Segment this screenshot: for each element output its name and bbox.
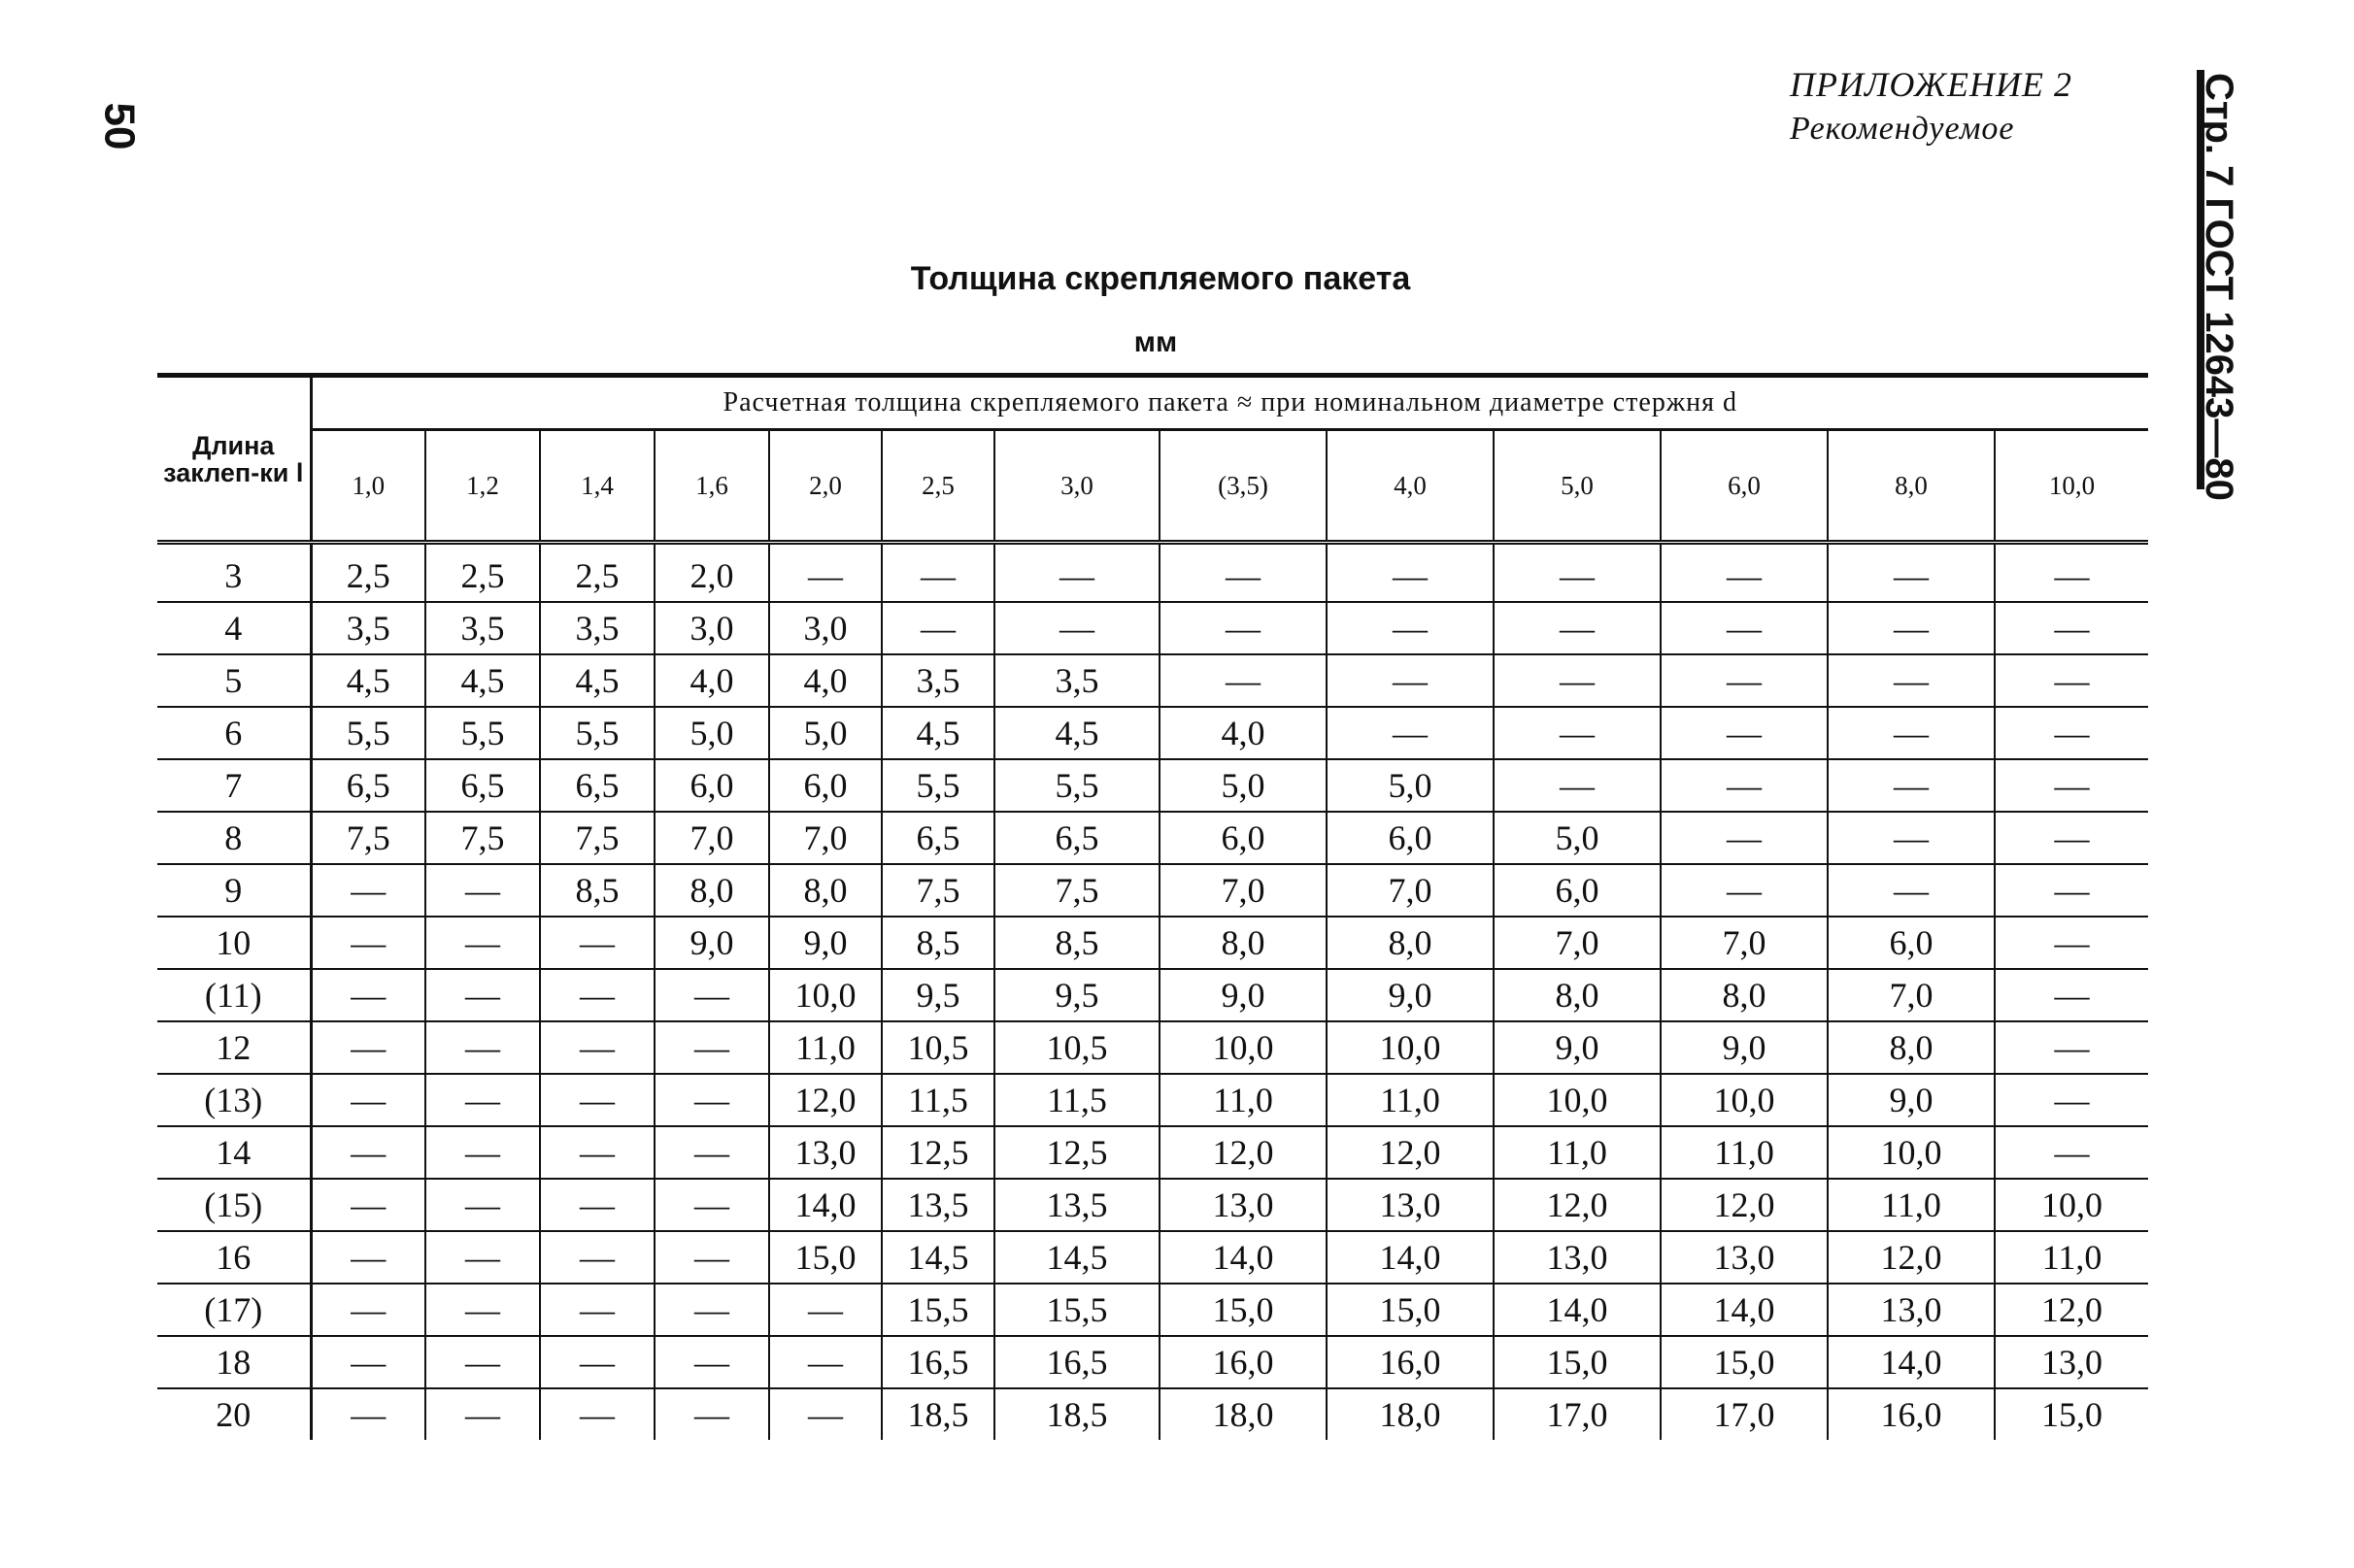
rivet-length-cell: 12 — [157, 1021, 311, 1074]
thickness-cell: 8,0 — [1494, 969, 1661, 1021]
table-row — [157, 759, 2148, 812]
thickness-cell: — — [655, 1179, 769, 1231]
rivet-length-cell: 6 — [157, 707, 311, 759]
thickness-cell: 5,5 — [994, 759, 1160, 812]
thickness-cell: 11,0 — [1828, 1179, 1995, 1231]
thickness-cell: 18,0 — [1327, 1388, 1494, 1440]
table-row — [157, 1126, 2148, 1179]
thickness-cell: 5,0 — [769, 707, 882, 759]
thickness-cell: 14,0 — [1828, 1336, 1995, 1388]
thickness-cell: — — [1160, 654, 1327, 707]
thickness-cell: — — [1327, 707, 1494, 759]
thickness-cell: 14,5 — [882, 1231, 994, 1284]
thickness-cell: — — [1995, 969, 2148, 1021]
thickness-cell: — — [1995, 1126, 2148, 1179]
rivet-length-cell: 5 — [157, 654, 311, 707]
thickness-cell: — — [655, 1388, 769, 1440]
diameter-header: 3,0 — [994, 430, 1160, 543]
thickness-cell: — — [1828, 864, 1995, 917]
thickness-cell: 16,0 — [1160, 1336, 1327, 1388]
thickness-cell: 18,0 — [1160, 1388, 1327, 1440]
thickness-cell: 4,0 — [1160, 707, 1327, 759]
thickness-cell: — — [769, 1336, 882, 1388]
thickness-cell: 18,5 — [882, 1388, 994, 1440]
thickness-cell: — — [655, 1021, 769, 1074]
thickness-cell: — — [425, 1284, 540, 1336]
thickness-cell: 2,5 — [540, 543, 655, 603]
thickness-cell: 13,0 — [769, 1126, 882, 1179]
thickness-cell: — — [1661, 812, 1828, 864]
thickness-cell: 13,0 — [1661, 1231, 1828, 1284]
thickness-cell: — — [994, 543, 1160, 603]
thickness-cell: 7,0 — [655, 812, 769, 864]
thickness-cell: 9,5 — [882, 969, 994, 1021]
thickness-cell: — — [311, 1231, 425, 1284]
thickness-cell: 4,0 — [769, 654, 882, 707]
thickness-cell: 10,0 — [769, 969, 882, 1021]
thickness-cell: 4,5 — [882, 707, 994, 759]
thickness-cell: 8,5 — [540, 864, 655, 917]
thickness-cell: 15,0 — [1494, 1336, 1661, 1388]
rivet-length-cell: 10 — [157, 917, 311, 969]
thickness-cell: 8,0 — [1661, 969, 1828, 1021]
thickness-cell: 10,0 — [1828, 1126, 1995, 1179]
diameter-header: 4,0 — [1327, 430, 1494, 543]
thickness-cell: — — [425, 1021, 540, 1074]
thickness-cell: 8,0 — [655, 864, 769, 917]
thickness-cell: — — [1661, 543, 1828, 603]
thickness-cell: — — [655, 1284, 769, 1336]
rivet-length-cell: 3 — [157, 543, 311, 603]
thickness-cell: 14,0 — [1494, 1284, 1661, 1336]
thickness-cell: 12,0 — [1661, 1179, 1828, 1231]
thickness-cell: 15,0 — [1661, 1336, 1828, 1388]
thickness-cell: — — [311, 1021, 425, 1074]
thickness-cell: — — [1661, 602, 1828, 654]
table-row — [157, 543, 2148, 603]
thickness-cell: — — [1327, 654, 1494, 707]
thickness-cell: 4,5 — [994, 707, 1160, 759]
thickness-cell: — — [540, 1126, 655, 1179]
thickness-cell: 10,0 — [1995, 1179, 2148, 1231]
thickness-cell: 7,0 — [1494, 917, 1661, 969]
thickness-cell: — — [1995, 707, 2148, 759]
table-row — [157, 1231, 2148, 1284]
table-title: Толщина скрепляемого пакета — [910, 260, 1411, 297]
thickness-cell: — — [1995, 654, 2148, 707]
thickness-cell: 14,0 — [769, 1179, 882, 1231]
thickness-cell: — — [1995, 1021, 2148, 1074]
rivet-length-cell: (17) — [157, 1284, 311, 1336]
thickness-cell: 14,5 — [994, 1231, 1160, 1284]
thickness-cell: 10,0 — [1494, 1074, 1661, 1126]
thickness-cell: 5,5 — [425, 707, 540, 759]
thickness-cell: 12,0 — [1995, 1284, 2148, 1336]
diameter-header: 6,0 — [1661, 430, 1828, 543]
thickness-cell: 13,0 — [1160, 1179, 1327, 1231]
thickness-cell: 9,0 — [1661, 1021, 1828, 1074]
rivet-thickness-table — [157, 373, 2148, 1440]
thickness-cell: 6,5 — [425, 759, 540, 812]
thickness-cell: — — [1828, 654, 1995, 707]
table-row — [157, 1074, 2148, 1126]
thickness-cell: 2,5 — [311, 543, 425, 603]
row-header-length: Длина заклеп-ки l — [157, 376, 311, 543]
table-row — [157, 707, 2148, 759]
table-row — [157, 812, 2148, 864]
thickness-cell: 14,0 — [1327, 1231, 1494, 1284]
table-row — [157, 1388, 2148, 1440]
thickness-cell: — — [1828, 707, 1995, 759]
thickness-cell: 7,0 — [1661, 917, 1828, 969]
thickness-cell: 6,0 — [769, 759, 882, 812]
thickness-cell: — — [311, 1126, 425, 1179]
thickness-cell: — — [1995, 602, 2148, 654]
thickness-cell: 11,0 — [1494, 1126, 1661, 1179]
thickness-cell: 9,0 — [1828, 1074, 1995, 1126]
thickness-cell: 4,5 — [425, 654, 540, 707]
thickness-cell: 13,0 — [1494, 1231, 1661, 1284]
thickness-cell: — — [425, 1126, 540, 1179]
thickness-cell: 11,0 — [1160, 1074, 1327, 1126]
thickness-cell: 10,5 — [882, 1021, 994, 1074]
rivet-length-cell: 8 — [157, 812, 311, 864]
thickness-cell: 9,5 — [994, 969, 1160, 1021]
diameter-header: 2,0 — [769, 430, 882, 543]
rivet-length-cell: (13) — [157, 1074, 311, 1126]
thickness-cell: 5,0 — [1494, 812, 1661, 864]
thickness-cell: 12,0 — [1494, 1179, 1661, 1231]
thickness-cell: 15,0 — [1327, 1284, 1494, 1336]
thickness-cell: 8,0 — [1327, 917, 1494, 969]
rivet-length-cell: 20 — [157, 1388, 311, 1440]
table-header — [157, 376, 2148, 543]
thickness-cell: 9,0 — [769, 917, 882, 969]
thickness-cell: 3,5 — [425, 602, 540, 654]
table-row — [157, 969, 2148, 1021]
thickness-cell: 6,0 — [1494, 864, 1661, 917]
thickness-cell: — — [1494, 707, 1661, 759]
thickness-cell: 5,0 — [1327, 759, 1494, 812]
thickness-cell: 6,0 — [1828, 917, 1995, 969]
thickness-cell: — — [1828, 759, 1995, 812]
thickness-cell: 12,0 — [769, 1074, 882, 1126]
thickness-cell: — — [655, 1126, 769, 1179]
thickness-cell: 2,5 — [425, 543, 540, 603]
table-row — [157, 1284, 2148, 1336]
thickness-cell: — — [1160, 543, 1327, 603]
thickness-cell: 14,0 — [1661, 1284, 1828, 1336]
thickness-cell: 13,0 — [1828, 1284, 1995, 1336]
thickness-cell: — — [311, 1388, 425, 1440]
page-number: 50 — [95, 102, 144, 150]
thickness-cell: 13,5 — [994, 1179, 1160, 1231]
thickness-cell: — — [1995, 1074, 2148, 1126]
thickness-cell: 7,5 — [994, 864, 1160, 917]
thickness-cell: 9,0 — [655, 917, 769, 969]
thickness-cell: 15,0 — [1160, 1284, 1327, 1336]
rivet-length-cell: (15) — [157, 1179, 311, 1231]
thickness-cell: — — [540, 1074, 655, 1126]
thickness-cell: 10,0 — [1661, 1074, 1828, 1126]
diameter-header: 1,6 — [655, 430, 769, 543]
thickness-cell: 7,5 — [311, 812, 425, 864]
thickness-cell: 6,5 — [311, 759, 425, 812]
thickness-cell: — — [425, 1231, 540, 1284]
thickness-cell: 13,0 — [1995, 1336, 2148, 1388]
thickness-cell: 11,5 — [882, 1074, 994, 1126]
thickness-cell: 6,0 — [1160, 812, 1327, 864]
thickness-cell: 8,5 — [994, 917, 1160, 969]
thickness-cell: 16,5 — [994, 1336, 1160, 1388]
thickness-cell: 11,5 — [994, 1074, 1160, 1126]
thickness-cell: 7,0 — [1327, 864, 1494, 917]
thickness-cell: — — [655, 1336, 769, 1388]
thickness-cell: — — [540, 917, 655, 969]
thickness-cell: 8,0 — [1160, 917, 1327, 969]
rivet-length-cell: 9 — [157, 864, 311, 917]
thickness-cell: — — [311, 1284, 425, 1336]
thickness-cell: — — [994, 602, 1160, 654]
thickness-cell: 9,0 — [1327, 969, 1494, 1021]
rivet-length-cell: 4 — [157, 602, 311, 654]
thickness-cell: — — [1828, 602, 1995, 654]
thickness-cell: 5,5 — [311, 707, 425, 759]
thickness-cell: — — [425, 969, 540, 1021]
thickness-cell: 6,0 — [655, 759, 769, 812]
thickness-cell: 6,5 — [994, 812, 1160, 864]
thickness-cell: — — [1661, 864, 1828, 917]
thickness-cell: 11,0 — [1327, 1074, 1494, 1126]
thickness-cell: — — [1995, 812, 2148, 864]
thickness-cell: — — [311, 917, 425, 969]
thickness-cell: — — [1661, 759, 1828, 812]
thickness-cell: 5,5 — [882, 759, 994, 812]
standard-page-header: Стр. 7 ГОСТ 12643—80 — [2198, 73, 2240, 501]
table-row — [157, 917, 2148, 969]
thickness-cell: — — [655, 1074, 769, 1126]
thickness-cell: 17,0 — [1494, 1388, 1661, 1440]
diameter-header: 1,2 — [425, 430, 540, 543]
thickness-cell: 13,0 — [1327, 1179, 1494, 1231]
thickness-cell: 15,0 — [769, 1231, 882, 1284]
thickness-cell: 12,5 — [994, 1126, 1160, 1179]
thickness-cell: — — [425, 1179, 540, 1231]
table-row — [157, 654, 2148, 707]
thickness-cell: — — [540, 969, 655, 1021]
thickness-cell: 11,0 — [1661, 1126, 1828, 1179]
thickness-cell: — — [540, 1388, 655, 1440]
thickness-cell: 7,0 — [1828, 969, 1995, 1021]
thickness-cell: 8,0 — [769, 864, 882, 917]
diameter-header: 1,4 — [540, 430, 655, 543]
thickness-cell: — — [1995, 759, 2148, 812]
thickness-cell: — — [425, 1388, 540, 1440]
table-row — [157, 1179, 2148, 1231]
rivet-length-cell: 18 — [157, 1336, 311, 1388]
thickness-cell: 3,5 — [994, 654, 1160, 707]
thickness-cell: 16,0 — [1828, 1388, 1995, 1440]
thickness-cell: — — [540, 1021, 655, 1074]
thickness-cell: 12,0 — [1828, 1231, 1995, 1284]
thickness-cell: — — [1327, 543, 1494, 603]
thickness-cell: 9,0 — [1494, 1021, 1661, 1074]
diameter-header: 10,0 — [1995, 430, 2148, 543]
thickness-cell: — — [1828, 812, 1995, 864]
thickness-cell: 5,5 — [540, 707, 655, 759]
thickness-cell: 6,5 — [882, 812, 994, 864]
diameter-header: (3,5) — [1160, 430, 1327, 543]
thickness-cell: — — [769, 1284, 882, 1336]
rivet-length-cell: 7 — [157, 759, 311, 812]
thickness-cell: — — [425, 864, 540, 917]
appendix-heading — [1790, 62, 2072, 151]
thickness-cell: 8,0 — [1828, 1021, 1995, 1074]
thickness-cell: 16,5 — [882, 1336, 994, 1388]
thickness-cell: — — [1494, 654, 1661, 707]
thickness-cell: 11,0 — [1995, 1231, 2148, 1284]
thickness-cell: 17,0 — [1661, 1388, 1828, 1440]
thickness-cell: — — [540, 1231, 655, 1284]
thickness-cell: — — [1327, 602, 1494, 654]
thickness-cell: 10,0 — [1160, 1021, 1327, 1074]
rivet-length-cell: 16 — [157, 1231, 311, 1284]
thickness-cell: — — [769, 543, 882, 603]
thickness-cell: — — [540, 1179, 655, 1231]
thickness-cell: 4,0 — [655, 654, 769, 707]
thickness-cell: — — [655, 1231, 769, 1284]
thickness-cell: 2,0 — [655, 543, 769, 603]
thickness-cell: 15,5 — [882, 1284, 994, 1336]
thickness-cell: 6,0 — [1327, 812, 1494, 864]
thickness-cell: 8,5 — [882, 917, 994, 969]
thickness-cell: — — [655, 969, 769, 1021]
thickness-cell: 3,5 — [540, 602, 655, 654]
rivet-length-cell: 14 — [157, 1126, 311, 1179]
thickness-cell: 7,5 — [425, 812, 540, 864]
thickness-cell: 12,0 — [1160, 1126, 1327, 1179]
rivet-length-cell: (11) — [157, 969, 311, 1021]
thickness-cell: — — [311, 1336, 425, 1388]
thickness-cell: 7,5 — [882, 864, 994, 917]
thickness-cell: — — [1661, 654, 1828, 707]
thickness-cell: — — [1995, 864, 2148, 917]
thickness-cell: — — [1494, 543, 1661, 603]
table-row — [157, 864, 2148, 917]
thickness-cell: — — [882, 543, 994, 603]
thickness-cell: — — [882, 602, 994, 654]
thickness-cell: 6,5 — [540, 759, 655, 812]
column-group-header: Расчетная толщина скрепляемого пакета ≈ при номинальном диаметре стержня d — [311, 376, 2148, 430]
thickness-cell: 7,0 — [1160, 864, 1327, 917]
thickness-cell: 12,5 — [882, 1126, 994, 1179]
thickness-cell: — — [1494, 602, 1661, 654]
thickness-cell: 18,5 — [994, 1388, 1160, 1440]
thickness-cell: 14,0 — [1160, 1231, 1327, 1284]
table-body — [157, 543, 2148, 1441]
thickness-cell: — — [311, 969, 425, 1021]
diameter-header: 8,0 — [1828, 430, 1995, 543]
thickness-cell: 13,5 — [882, 1179, 994, 1231]
appendix-title: ПРИЛОЖЕНИЕ 2 — [1790, 65, 2072, 104]
thickness-cell: 15,5 — [994, 1284, 1160, 1336]
thickness-cell: 15,0 — [2041, 1395, 2103, 1434]
thickness-cell: 16,0 — [1327, 1336, 1494, 1388]
thickness-cell: — — [311, 1074, 425, 1126]
thickness-cell: — — [311, 1179, 425, 1231]
diameter-header: 1,0 — [311, 430, 425, 543]
thickness-cell: 5,0 — [655, 707, 769, 759]
thickness-cell: — — [311, 864, 425, 917]
thickness-cell: 10,0 — [1327, 1021, 1494, 1074]
thickness-cell: — — [1160, 602, 1327, 654]
thickness-cell: 10,5 — [994, 1021, 1160, 1074]
table-row — [157, 1021, 2148, 1074]
thickness-cell: 9,0 — [1160, 969, 1327, 1021]
thickness-cell: — — [540, 1336, 655, 1388]
thickness-cell: 3,0 — [655, 602, 769, 654]
table-unit: мм — [1133, 326, 1178, 358]
thickness-cell: 4,5 — [311, 654, 425, 707]
thickness-cell: — — [769, 1388, 882, 1440]
thickness-cell: 3,0 — [769, 602, 882, 654]
thickness-cell: — — [425, 917, 540, 969]
thickness-cell: 3,5 — [882, 654, 994, 707]
thickness-cell: 7,0 — [769, 812, 882, 864]
thickness-cell: — — [425, 1336, 540, 1388]
table-row — [157, 602, 2148, 654]
thickness-cell: 12,0 — [1327, 1126, 1494, 1179]
thickness-cell: — — [425, 1074, 540, 1126]
table-row — [157, 1336, 2148, 1388]
thickness-cell: — — [1995, 543, 2148, 603]
diameter-header: 2,5 — [882, 430, 994, 543]
thickness-cell: — — [540, 1284, 655, 1336]
thickness-cell: — — [1494, 759, 1661, 812]
thickness-cell: — — [1661, 707, 1828, 759]
thickness-cell: 4,5 — [540, 654, 655, 707]
thickness-cell: 3,5 — [311, 602, 425, 654]
thickness-cell: — — [1828, 543, 1995, 603]
thickness-cell: 5,0 — [1160, 759, 1327, 812]
thickness-cell: — — [1995, 917, 2148, 969]
thickness-cell: 7,5 — [540, 812, 655, 864]
diameter-header: 5,0 — [1494, 430, 1661, 543]
thickness-cell: 11,0 — [769, 1021, 882, 1074]
appendix-subtitle: Рекомендуемое — [1790, 111, 2015, 147]
